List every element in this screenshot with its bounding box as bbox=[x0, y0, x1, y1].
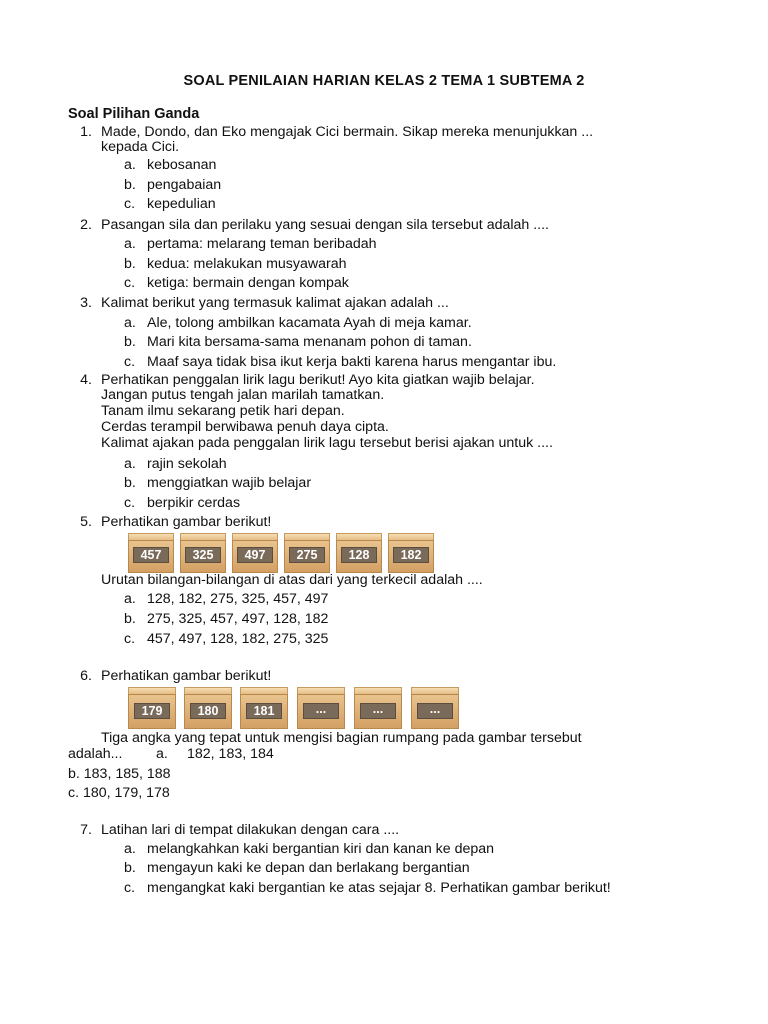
option-letter: c. bbox=[124, 354, 136, 370]
number-crate bbox=[388, 533, 434, 573]
option-text: kebosanan bbox=[147, 157, 217, 173]
option-letter: b. bbox=[124, 334, 136, 350]
crate-number: 497 bbox=[237, 547, 273, 563]
number-crate bbox=[284, 533, 330, 573]
option-letter: c. bbox=[124, 880, 136, 896]
crate-number: 181 bbox=[246, 703, 282, 719]
option-text: 182, 183, 184 bbox=[187, 746, 274, 762]
option-letter: a. bbox=[124, 315, 136, 331]
crate-number: 179 bbox=[134, 703, 170, 719]
option-text: Maaf saya tidak bisa ikut kerja bakti karena harus mengantar ibu. bbox=[147, 354, 557, 370]
question-number: 4. bbox=[80, 372, 92, 388]
question-number: 6. bbox=[80, 668, 92, 684]
option-letter: a. bbox=[124, 157, 136, 173]
option-letter: a. bbox=[156, 746, 168, 762]
option-letter: a. bbox=[124, 591, 136, 607]
number-crate bbox=[128, 687, 176, 729]
option-letter: b. bbox=[124, 256, 136, 272]
number-crate bbox=[411, 687, 459, 729]
number-crate bbox=[184, 687, 232, 729]
option-text: menggiatkan wajib belajar bbox=[147, 475, 312, 491]
number-crate bbox=[297, 687, 345, 729]
question-text: Perhatikan penggalan lirik lagu berikut! Ayo kita giatkan wajib belajar. bbox=[101, 372, 535, 388]
number-crate bbox=[354, 687, 402, 729]
question-text-cont: kepada Cici. bbox=[101, 139, 180, 155]
option-letter: a. bbox=[124, 236, 136, 252]
option-letter: c. bbox=[124, 631, 136, 647]
crate-number: 457 bbox=[133, 547, 169, 563]
lyric-line: Jangan putus tengah jalan marilah tamatkan. bbox=[101, 387, 385, 403]
crate-number: ... bbox=[303, 703, 339, 719]
crate-number: 325 bbox=[185, 547, 221, 563]
option-text: kedua: melakukan musyawarah bbox=[147, 256, 347, 272]
question-number: 5. bbox=[80, 514, 92, 530]
question-number: 7. bbox=[80, 822, 92, 838]
option-letter: a. bbox=[124, 841, 136, 857]
option-text: mengangkat kaki bergantian ke atas sejajar 8. Perhatikan gambar berikut! bbox=[147, 880, 611, 896]
crate-number: 128 bbox=[341, 547, 377, 563]
option-text: Mari kita bersama-sama menanam pohon di taman. bbox=[147, 334, 472, 350]
option-text: pertama: melarang teman beribadah bbox=[147, 236, 377, 252]
crate-number: 182 bbox=[393, 547, 429, 563]
option-letter: a. bbox=[124, 456, 136, 472]
option-text: ketiga: bermain dengan kompak bbox=[147, 275, 349, 291]
lyric-line: Cerdas terampil berwibawa penuh daya cipta. bbox=[101, 419, 389, 435]
crate-number: ... bbox=[360, 703, 396, 719]
number-crate bbox=[240, 687, 288, 729]
question-text-cont: Tiga angka yang tepat untuk mengisi bagian rumpang pada gambar tersebut bbox=[101, 730, 582, 746]
option-text: Ale, tolong ambilkan kacamata Ayah di meja kamar. bbox=[147, 315, 472, 331]
option-text: berpikir cerdas bbox=[147, 495, 241, 511]
option-letter: c. bbox=[124, 275, 136, 291]
section-title: Soal Pilihan Ganda bbox=[68, 106, 200, 122]
question-text: Latihan lari di tempat dilakukan dengan cara .... bbox=[101, 822, 400, 838]
option-letter: b. bbox=[124, 475, 136, 491]
question-number: 3. bbox=[80, 295, 92, 311]
question-text: Pasangan sila dan perilaku yang sesuai dengan sila tersebut adalah .... bbox=[101, 217, 550, 233]
option-text: 457, 497, 128, 182, 275, 325 bbox=[147, 631, 329, 647]
option-letter: b. bbox=[124, 611, 136, 627]
option-text: melangkahkan kaki bergantian kiri dan kanan ke depan bbox=[147, 841, 495, 857]
option-text: 275, 325, 457, 497, 128, 182 bbox=[147, 611, 329, 627]
option-text: mengayun kaki ke depan dan berlakang bergantian bbox=[147, 860, 470, 876]
option-text: kepedulian bbox=[147, 196, 216, 212]
option-letter: b. bbox=[124, 860, 136, 876]
crate-number: 180 bbox=[190, 703, 226, 719]
question-number: 1. bbox=[80, 124, 92, 140]
question-text-cont: Kalimat ajakan pada penggalan lirik lagu tersebut berisi ajakan untuk .... bbox=[101, 435, 553, 451]
question-text: Perhatikan gambar berikut! bbox=[101, 514, 272, 530]
question-text: Made, Dondo, dan Eko mengajak Cici bermain. Sikap mereka menunjukkan ... bbox=[101, 124, 594, 140]
question-text-cont: Urutan bilangan-bilangan di atas dari yang terkecil adalah .... bbox=[101, 572, 483, 588]
question-text-cont: adalah... bbox=[68, 746, 123, 762]
number-crate bbox=[128, 533, 174, 573]
crate-number: ... bbox=[417, 703, 453, 719]
crate-number: 275 bbox=[289, 547, 325, 563]
lyric-line: Tanam ilmu sekarang petik hari depan. bbox=[101, 403, 345, 419]
number-crate bbox=[180, 533, 226, 573]
option-letter: c. bbox=[124, 196, 136, 212]
number-crate bbox=[336, 533, 382, 573]
number-crate bbox=[232, 533, 278, 573]
option-text: b. 183, 185, 188 bbox=[68, 766, 171, 782]
option-text: pengabaian bbox=[147, 177, 222, 193]
question-number: 2. bbox=[80, 217, 92, 233]
option-text: 128, 182, 275, 325, 457, 497 bbox=[147, 591, 329, 607]
question-text: Kalimat berikut yang termasuk kalimat ajakan adalah ... bbox=[101, 295, 449, 311]
page-title: SOAL PENILAIAN HARIAN KELAS 2 TEMA 1 SUBTEMA 2 bbox=[183, 73, 585, 89]
option-letter: c. bbox=[124, 495, 136, 511]
option-text: c. 180, 179, 178 bbox=[68, 785, 170, 801]
option-text: rajin sekolah bbox=[147, 456, 227, 472]
question-text: Perhatikan gambar berikut! bbox=[101, 668, 272, 684]
option-letter: b. bbox=[124, 177, 136, 193]
